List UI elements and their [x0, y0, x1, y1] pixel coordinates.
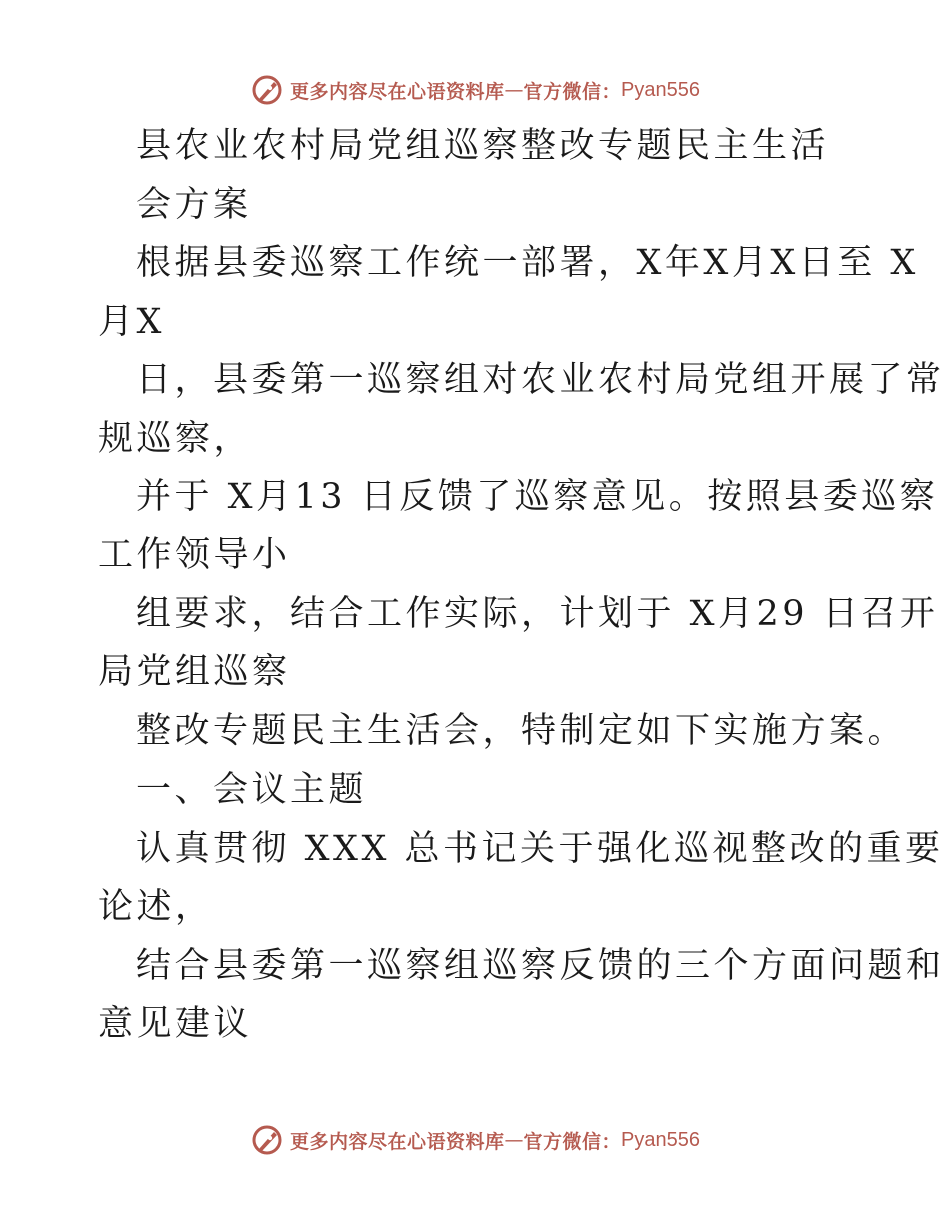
watermark-text: 更多内容尽在心语资料库 [290, 80, 505, 103]
paragraph-line: 意见建议 [98, 1004, 253, 1044]
watermark-text: 更多内容尽在心语资料库 [290, 1130, 505, 1153]
document-title-line-2: 会方案 [136, 185, 252, 225]
paragraph-line: 结合县委第一巡察组巡察反馈的三个方面问题和 [136, 946, 945, 986]
paragraph-line: 整改专题民主生活会，特制定如下实施方案。 [136, 711, 907, 751]
watermark-official-label: 官方微信： [523, 1130, 622, 1153]
paragraph-line: 月X [98, 302, 165, 342]
paragraph-line: 论述， [98, 887, 214, 927]
watermark-official-label: 官方微信： [523, 80, 622, 103]
section-heading: 一、会议主题 [136, 770, 368, 810]
footer-watermark [0, 1120, 950, 1160]
paragraph-line: 并于 X月13 日反馈了巡察意见。按照县委巡察 [136, 477, 939, 517]
paragraph-line: 工作领导小 [98, 535, 291, 575]
pen-nib-logo-icon [250, 73, 284, 107]
paragraph-line: 认真贯彻 XXX 总书记关于强化巡视整改的重要 [136, 829, 944, 869]
paragraph-line: 规巡察， [98, 419, 253, 459]
paragraph-line: 组要求，结合工作实际，计划于 X月29 日召开 [136, 594, 939, 634]
watermark-dash: — [504, 1129, 524, 1151]
watermark-wechat-id: Pyan556 [621, 78, 700, 101]
paragraph-line: 日，县委第一巡察组对农业农村局党组开展了常 [136, 360, 945, 400]
watermark-dash: — [504, 79, 524, 101]
pen-nib-logo-icon [250, 1123, 284, 1157]
paragraph-line: 局党组巡察 [98, 652, 291, 692]
paragraph-line: 根据县委巡察工作统一部署，X年X月X日至 X [136, 243, 919, 283]
document-title-line-1: 县农业农村局党组巡察整改专题民主生活 [136, 126, 830, 166]
header-watermark [0, 70, 950, 110]
watermark-wechat-id: Pyan556 [621, 1128, 700, 1151]
